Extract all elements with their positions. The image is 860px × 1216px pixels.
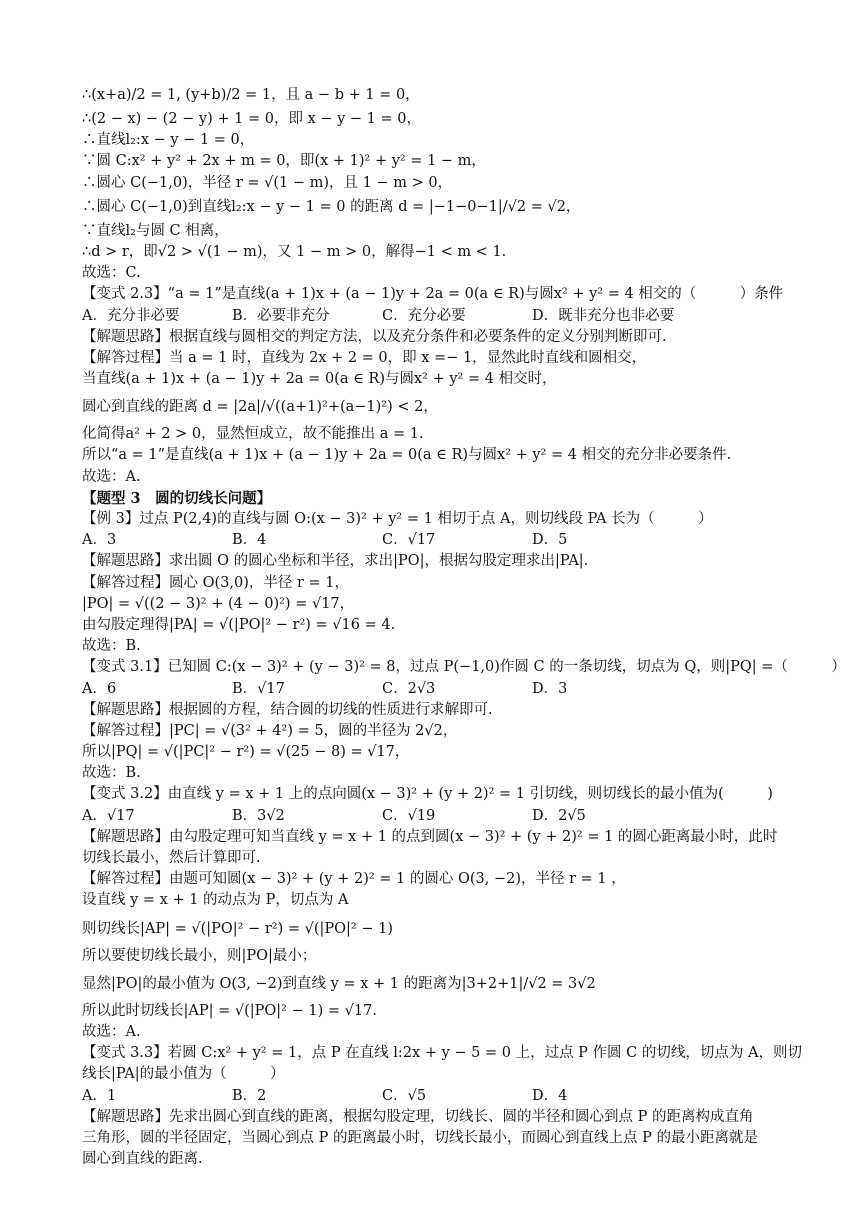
text-line: 所以此时切线长|AP| = √(|PO|² − 1) = √17.	[82, 1002, 377, 1019]
text-line: 故选：B.	[82, 765, 141, 782]
document-page	[82, 82, 846, 1170]
text-line: 【解题思路】根据直线与圆相交的判定方法，以及充分条件和必要条件的定义分别判断即可.	[82, 328, 667, 345]
text-line: 由勾股定理得|PA| = √(|PO|² − r²) = √16 = 4.	[82, 616, 396, 633]
text-line: 线长|PA|的最小值为（ ）	[82, 1066, 285, 1083]
text-line: 【解题思路】求出圆 O 的圆心坐标和半径，求出|PO|，根据勾股定理求出|PA|.	[82, 553, 589, 570]
text-line: 【例 3】过点 P(2,4)的直线与圆 O:(x − 3)² + y² = 1 相切于点 A，则切线段 PA 长为（ ）	[82, 511, 713, 527]
text-line: ∴(2 − x) − (2 − y) + 1 = 0，即 x − y − 1 = 0，	[82, 111, 421, 127]
answer-option: D．5	[532, 532, 568, 549]
answer-option: A．√17	[82, 807, 135, 824]
text-line: ∴d > r，即√2 > √(1 − m)，又 1 − m > 0，解得−1 < m < 1.	[82, 243, 507, 260]
answer-options	[82, 530, 782, 551]
text-line: ∴圆心 C(−1,0)到直线l₂:x − y − 1 = 0 的距离 d = |−1−0−1|/√2 = √2，	[82, 198, 581, 215]
text-line: 【解题思路】由勾股定理可知当直线 y = x + 1 的点到圆(x − 3)² + (y + 2)² = 1 的圆心距离最小时，此时	[82, 828, 778, 845]
answer-option: A．6	[82, 680, 117, 697]
text-line: 【解答过程】当 a = 1 时，直线为 2x + 2 = 0，即 x =− 1，显然此时直线和圆相交，	[82, 349, 647, 366]
answer-option: B．3√2	[232, 807, 285, 824]
text-line: 故选：A.	[82, 468, 141, 485]
text-line: 显然|PO|的最小值为 O(3, −2)到直线 y = x + 1 的距离为|3+2+1|/√2 = 3√2	[82, 975, 596, 992]
answer-option: A．1	[82, 1087, 117, 1104]
answer-option: A．3	[82, 532, 117, 549]
answer-option: A．充分非必要	[82, 307, 180, 324]
text-line: 【变式 3.3】若圆 C:x² + y² = 1，点 P 在直线 l:2x + y − 5 = 0 上，过点 P 作圆 C 的切线，切点为 A，则切	[82, 1045, 802, 1062]
text-line: ∵圆 C:x² + y² + 2x + m = 0，即(x + 1)² + y² = 1 − m，	[82, 153, 486, 170]
text-line: 切线长最小，然后计算即可.	[82, 850, 261, 866]
answer-option: C．√19	[382, 807, 436, 824]
text-line: 所以“a = 1”是直线(a + 1)x + (a − 1)y + 2a = 0(a ∈ R)与圆x² + y² = 4 相交的充分非必要条件.	[82, 447, 732, 464]
answer-options	[82, 679, 782, 700]
text-line: 所以要使切线长最小，则|PO|最小；	[82, 947, 317, 964]
answer-option: C．√17	[382, 532, 436, 549]
text-line: ∵直线l₂与圆 C 相离，	[82, 222, 229, 239]
text-line: |PO| = √((2 − 3)² + (4 − 0)²) = √17，	[82, 595, 355, 612]
text-line: 【解题思路】先求出圆心到直线的距离，根据勾股定理，切线长、圆的半径和圆心到点 P 的距离构成直角	[82, 1108, 754, 1125]
answer-option: B．4	[232, 532, 267, 549]
text-line: 设直线 y = x + 1 的动点为 P，切点为 A	[82, 892, 349, 909]
answer-option: C．充分必要	[382, 307, 466, 324]
text-line: 故选：B.	[82, 638, 141, 655]
answer-option: B．必要非充分	[232, 307, 330, 324]
answer-option: C．√5	[382, 1087, 427, 1104]
answer-option: D．2√5	[532, 807, 586, 824]
answer-option: D．4	[532, 1087, 568, 1104]
text-line: 圆心到直线的距离.	[82, 1151, 203, 1168]
section-heading: 【题型 3 圆的切线长问题】	[82, 489, 272, 507]
answer-option: D．既非充分也非必要	[532, 307, 675, 324]
text-line: 故选：A.	[82, 1023, 141, 1040]
text-line: 故选：C.	[82, 265, 141, 282]
text-line: 【变式 3.2】由直线 y = x + 1 上的点向圆(x − 3)² + (y + 2)² = 1 引切线，则切线长的最小值为( )	[82, 786, 773, 803]
text-line: 【解答过程】|PC| = √(3² + 4²) = 5，圆的半径为 2√2，	[82, 722, 458, 739]
answer-option: D．3	[532, 680, 568, 697]
answer-options	[82, 1086, 782, 1107]
text-line: 化简得a² + 2 > 0，显然恒成立，故不能推出 a = 1.	[82, 426, 424, 443]
text-line: ∴(x+a)/2 = 1, (y+b)/2 = 1，且 a − b + 1 = 0，	[82, 87, 420, 103]
text-line: 三角形，圆的半径固定，当圆心到点 P 的距离最小时，切线长最小，而圆心到直线上点 P 的最小距离就是	[82, 1129, 758, 1146]
answer-option: B．√17	[232, 680, 285, 697]
text-line: ∴圆心 C(−1,0)，半径 r = √(1 − m)，且 1 − m > 0，	[82, 174, 453, 191]
text-line: 【解答过程】圆心 O(3,0)，半径 r = 1，	[82, 574, 350, 591]
text-line: 【变式 3.1】已知圆 C:(x − 3)² + (y − 3)² = 8，过点 P(−1,0)作圆 C 的一条切线，切点为 Q，则|PQ| =（ ）	[82, 659, 846, 676]
text-line: 当直线(a + 1)x + (a − 1)y + 2a = 0(a ∈ R)与圆x² + y² = 4 相交时，	[82, 371, 557, 388]
text-line: 圆心到直线的距离 d = |2a|/√((a+1)²+(a−1)²) < 2，	[82, 399, 438, 416]
answer-option: C．2√3	[382, 680, 436, 697]
answer-option: B．2	[232, 1087, 267, 1104]
text-line: 则切线长|AP| = √(|PO|² − r²) = √(|PO|² − 1)	[82, 920, 393, 937]
text-line: 【变式 2.3】“a = 1”是直线(a + 1)x + (a − 1)y + 2a = 0(a ∈ R)与圆x² + y² = 4 相交的（ ）条件	[82, 286, 784, 303]
answer-options	[82, 806, 782, 827]
text-line: ∴直线l₂:x − y − 1 = 0，	[82, 132, 255, 149]
text-line: 【解题思路】根据圆的方程，结合圆的切线的性质进行求解即可.	[82, 701, 493, 718]
text-line: 【解答过程】由题可知圆(x − 3)² + (y + 2)² = 1 的圆心 O(3, −2)，半径 r = 1 ，	[82, 871, 626, 888]
text-line: 所以|PQ| = √(|PC|² − r²) = √(25 − 8) = √17，	[82, 744, 410, 761]
answer-options	[82, 306, 782, 327]
